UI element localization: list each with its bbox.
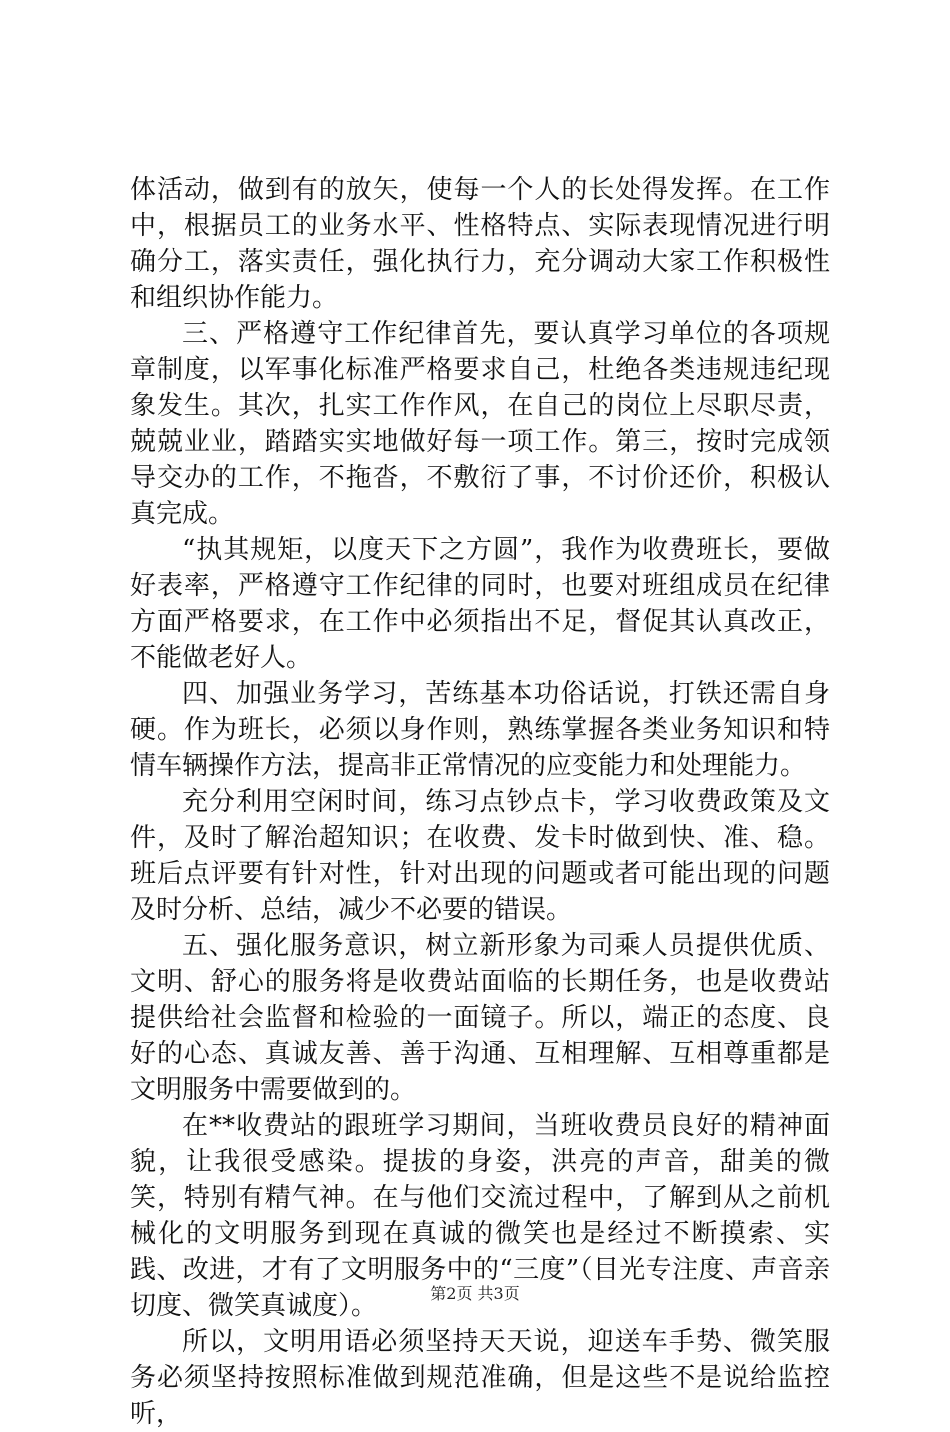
paragraph-section-four: 四、加强业务学习，苦练基本功俗话说，打铁还需自身硬。作为班长，必须以身作则，熟练掌握各类业务知识和特情车辆操作方法，提高非正常情况的应变能力和处理能力。 — [130, 679, 830, 781]
paragraph-polite-language: 所以，文明用语必须坚持天天说，迎送车手势、微笑服务必须坚持按照标准做到规范准确，但是这些不是说给监控听， — [130, 1327, 830, 1429]
document-body — [130, 172, 830, 1432]
paragraph-study-time: 充分利用空闲时间，练习点钞点卡，学习收费政策及文件，及时了解治超知识；在收费、发卡时做到快、准、稳。班后点评要有针对性，针对出现的问题或者可能出现的问题及时分析、总结，减少不必要的错误。 — [130, 787, 830, 925]
paragraph-section-five: 五、强化服务意识，树立新形象为司乘人员提供优质、文明、舒心的服务将是收费站面临的长期任务，也是收费站提供给社会监督和检验的一面镜子。所以，端正的态度、良好的心态、真诚友善、善于沟通、互相理解、互相尊重都是文明服务中需要做到的。 — [130, 931, 830, 1105]
paragraph-shadowing: 在**收费站的跟班学习期间，当班收费员良好的精神面貌，让我很受感染。提拔的身姿，洪亮的声音，甜美的微笑，特别有精气神。在与他们交流过程中，了解到从之前机械化的文明服务到现在真诚的微笑也是经过不断摸索、实践、改进，才有了文明服务中的“三度”（目光专注度、声音亲切度、微笑真诚度）。 — [130, 1111, 830, 1321]
page-number-footer: 第2页 共3页 — [430, 1284, 520, 1303]
paragraph-section-three: 三、严格遵守工作纪律首先，要认真学习单位的各项规章制度，以军事化标准严格要求自己，杜绝各类违规违纪现象发生。其次，扎实工作作风，在自己的岗位上尽职尽责，兢兢业业，踏踏实实地做好每一项工作。第三，按时完成领导交办的工作，不拖沓，不敷衍了事，不讨价还价，积极认真完成。 — [130, 319, 830, 529]
paragraph-continuation: 体活动，做到有的放矢，使每一个人的长处得发挥。在工作中，根据员工的业务水平、性格特点、实际表现情况进行明确分工，落实责任，强化执行力，充分调动大家工作积极性和组织协作能力。 — [130, 175, 830, 313]
paragraph-quote: “执其规矩，以度天下之方圆”，我作为收费班长，要做好表率，严格遵守工作纪律的同时，也要对班组成员在纪律方面严格要求，在工作中必须指出不足，督促其认真改正，不能做老好人。 — [130, 535, 830, 673]
